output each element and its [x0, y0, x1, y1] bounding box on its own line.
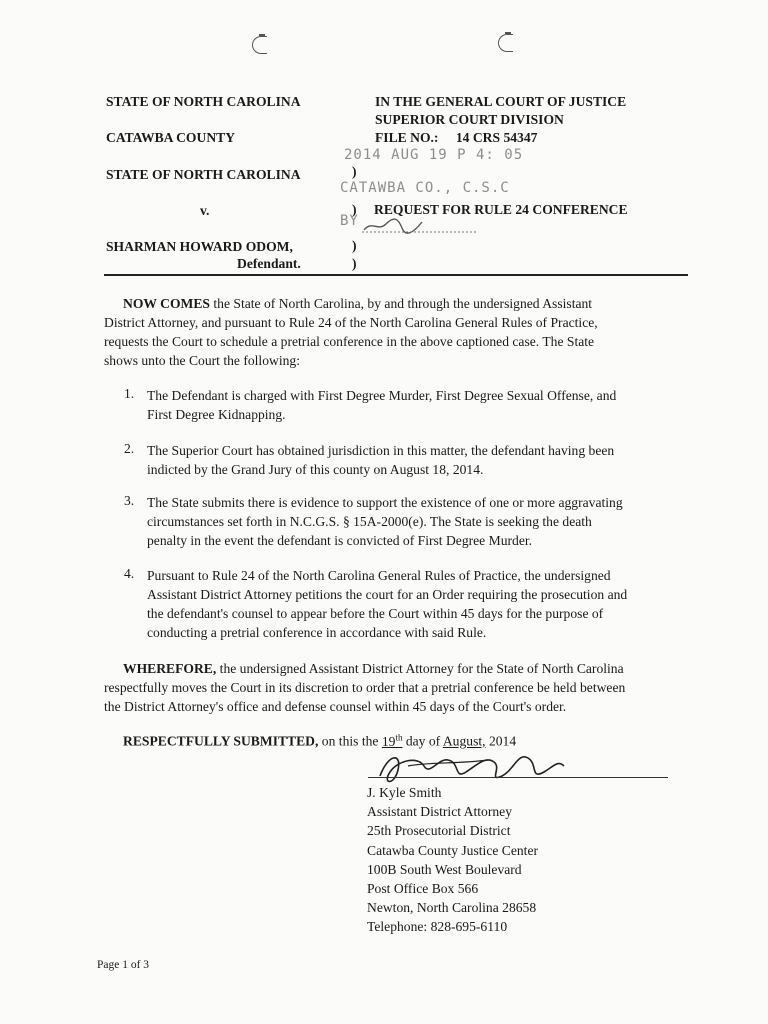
caption-party-state: STATE OF NORTH CAROLINA [106, 167, 301, 182]
caption-defendant-name: SHARMAN HOWARD ODOM, [106, 239, 293, 254]
wherefore-line-1 [104, 659, 698, 678]
intro-line: shows unto the Court the following: [104, 353, 300, 368]
item-number: 2. [124, 441, 135, 456]
signer-street: 100B South West Boulevard [367, 861, 522, 877]
submitted-text: on this the [318, 733, 382, 749]
signature-line [368, 777, 668, 778]
punch-hole-mark-left [252, 36, 267, 54]
submitted-month: August, [442, 733, 486, 749]
wherefore-paragraph [104, 659, 698, 716]
caption-state: STATE OF NORTH CAROLINA [106, 94, 301, 109]
item-line: Pursuant to Rule 24 of the North Carolina General Rules of Practice, the undersigned [147, 568, 611, 583]
stamp-initials-scribble [360, 214, 480, 236]
item-line: circumstances set forth in N.C.G.S. § 15A-2000(e). The State is seeking the death [147, 514, 592, 529]
motion-title: REQUEST FOR RULE 24 CONFERENCE [374, 202, 628, 217]
signer-po-box: Post Office Box 566 [367, 881, 479, 897]
list-item [147, 441, 692, 479]
file-no-label: FILE NO.: [375, 130, 439, 145]
punch-hole-mark-right [498, 34, 513, 52]
signer-telephone: Telephone: 828-695-6110 [367, 919, 508, 935]
wherefore-line: respectfully moves the Court in its discretion to order that a pretrial conference be held between [104, 680, 626, 695]
caption-paren: ) [352, 164, 357, 179]
submitted-text: day of [402, 733, 443, 749]
signer-office: Catawba County Justice Center [367, 842, 539, 858]
file-no-value: 14 CRS 54347 [455, 130, 538, 145]
item-line: First Degree Kidnapping. [147, 407, 286, 422]
intro-lead: NOW COMES [123, 296, 210, 311]
intro-line: requests the Court to schedule a pretrial conference in the above captioned case. The State [104, 334, 595, 349]
caption-county: CATAWBA COUNTY [106, 130, 236, 145]
item-line: Assistant District Attorney petitions the court for an Order requiring the prosecution and [147, 587, 628, 602]
page-number: Page 1 of 3 [97, 959, 150, 971]
intro-line-1 [104, 294, 694, 313]
list-item [147, 493, 692, 550]
caption-division: SUPERIOR COURT DIVISION [375, 112, 564, 127]
wherefore-text: the undersigned Assistant District Attorney for the State of North Carolina [216, 661, 624, 676]
item-number: 1. [124, 386, 135, 401]
wherefore-line: the District Attorney's office and defense counsel within 45 days of the Court's order. [104, 699, 567, 714]
caption-paren: ) [352, 238, 357, 253]
caption-file-no [375, 130, 537, 146]
signer-title: Assistant District Attorney [367, 804, 512, 820]
list-item [147, 566, 692, 642]
day-number: 19 [381, 733, 396, 749]
item-number: 3. [124, 493, 135, 508]
item-line: conducting a pretrial conference in accordance with said Rule. [147, 625, 487, 640]
filing-stamp-date: 2014 AUG 19 P 4: 05 [344, 147, 524, 163]
caption-versus: v. [200, 203, 210, 218]
day-suffix: th [395, 732, 403, 742]
intro-paragraph [104, 294, 694, 370]
item-number: 4. [124, 566, 135, 581]
caption-divider [104, 274, 688, 276]
signature-block [367, 783, 667, 937]
filing-stamp-office: CATAWBA CO., C.S.C [340, 180, 510, 196]
intro-text: the State of North Carolina, by and through the undersigned Assistant [210, 296, 593, 311]
item-line: The State submits there is evidence to support the existence of one or more aggravating [147, 495, 623, 510]
caption-defendant-label: Defendant. [237, 256, 301, 271]
submitted-lead: RESPECTFULLY SUBMITTED, [123, 733, 319, 749]
filing-stamp-by: BY [340, 213, 359, 229]
item-line: The Superior Court has obtained jurisdiction in this matter, the defendant having been [147, 443, 615, 458]
caption-court: IN THE GENERAL COURT OF JUSTICE [375, 94, 627, 109]
caption-paren: ) [352, 256, 357, 271]
caption-paren: ) [352, 202, 357, 217]
signer-city: Newton, North Carolina 28658 [367, 900, 537, 916]
item-line: penalty in the event the defendant is convicted of First Degree Murder. [147, 533, 533, 548]
signer-name: J. Kyle Smith [367, 785, 442, 800]
item-line: indicted by the Grand Jury of this county on August 18, 2014. [147, 462, 484, 477]
list-item [147, 386, 692, 424]
submitted-year: 2014 [485, 733, 517, 749]
item-line: The Defendant is charged with First Degree Murder, First Degree Sexual Offense, and [147, 388, 617, 403]
signer-district: 25th Prosecutorial District [367, 823, 511, 839]
intro-line: District Attorney, and pursuant to Rule 24 of the North Carolina General Rules of Practice, [104, 315, 598, 330]
item-line: the defendant's counsel to appear before the Court within 45 days for the purpose of [147, 606, 604, 621]
wherefore-lead: WHEREFORE, [123, 661, 217, 676]
